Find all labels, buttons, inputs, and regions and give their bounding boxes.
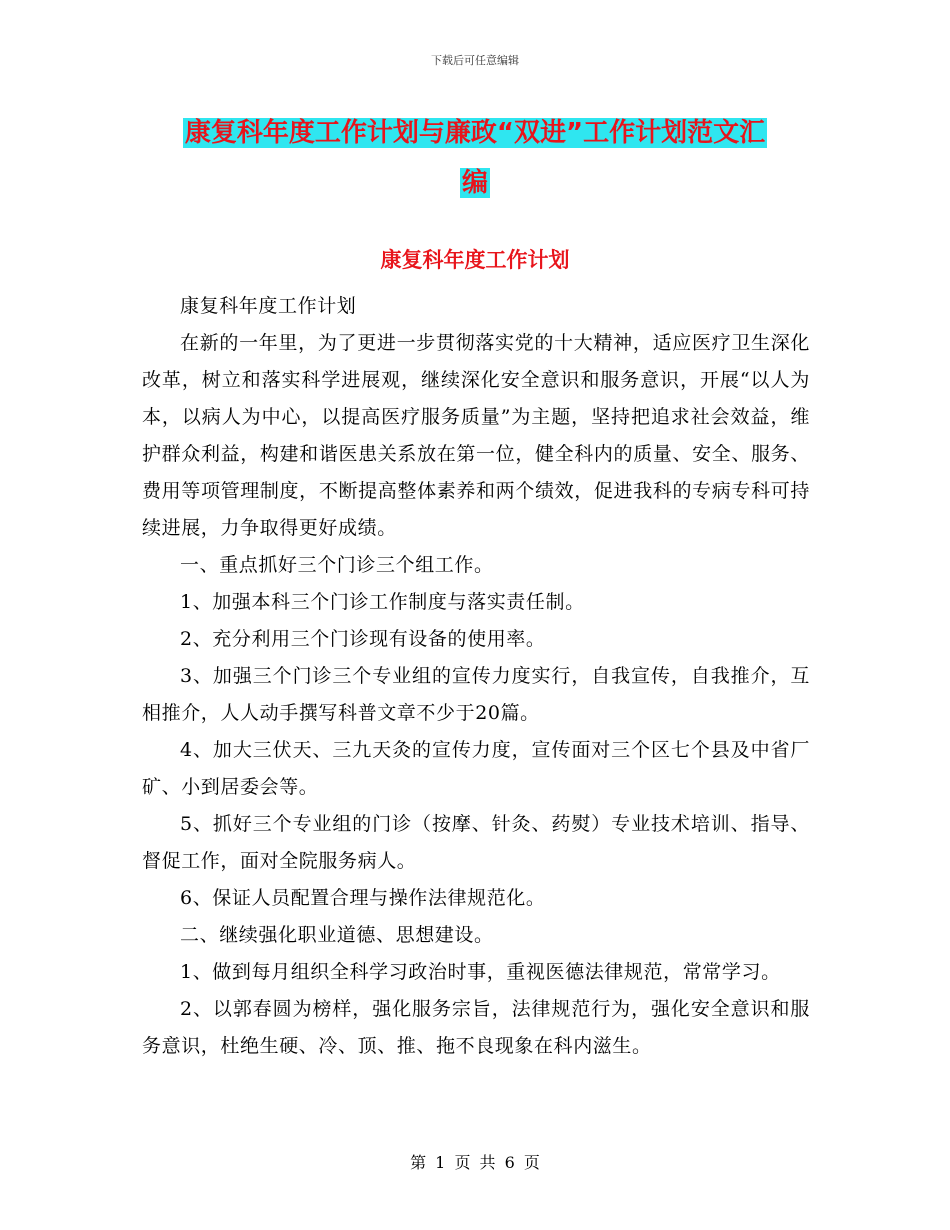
paragraph: 1、加强本科三个门诊工作制度与落实责任制。	[180, 591, 585, 613]
paragraph: 4、加大三伏天、三九天灸的宣传力度，宣传面对三个区七个县及中省厂矿、小到居委会等。	[142, 739, 810, 798]
paragraph: 3、加强三个门诊三个专业组的宣传力度实行，自我宣传，自我推介，互相推介，人人动手撰写科普文章不少于20篇。	[142, 665, 810, 724]
paragraph: 在新的一年里，为了更进一步贯彻落实党的十大精神，适应医疗卫生深化改革，树立和落实科学进展观，继续深化安全意识和服务意识，开展“以人为本，以病人为中心，以提高医疗服务质量”为主题，坚持把追求社会效益，维护群众利益，构建和谐医患关系放在第一位，健全科内的质量、安全、服务、费用等项管理制度，不断提高整体素养和两个绩效，促进我科的专病专科可持续进展，力争取得更好成绩。	[142, 332, 810, 539]
paragraph: 康复科年度工作计划	[180, 295, 357, 317]
paragraph: 6、保证人员配置合理与操作法律规范化。	[180, 887, 546, 909]
paragraph: 1、做到每月组织全科学习政治时事，重视医德法律规范，常常学习。	[180, 961, 781, 983]
paragraph: 2、以郭春圆为榜样，强化服务宗旨，法律规范行为，强化安全意识和服务意识，杜绝生硬、冷、顶、推、拖不良现象在科内滋生。	[142, 998, 810, 1057]
paragraph: 2、充分利用三个门诊现有设备的使用率。	[180, 628, 546, 650]
document-title-line-1: 康复科年度工作计划与廉政“双进”工作计划范文汇	[184, 118, 766, 148]
document-title-line-2: 编	[461, 168, 488, 198]
document-body	[142, 288, 810, 1065]
paragraph: 二、继续强化职业道德、思想建设。	[180, 924, 494, 946]
page-header-note: 下载后可任意编辑	[431, 54, 519, 67]
paragraph: 5、抓好三个专业组的门诊（按摩、针灸、药熨）专业技术培训、指导、督促工作，面对全院服务病人。	[142, 813, 810, 872]
page-number-footer: 第 1 页 共 6 页	[410, 1153, 540, 1172]
document-title	[0, 108, 950, 208]
section-title: 康复科年度工作计划	[380, 248, 570, 272]
paragraph: 一、重点抓好三个门诊三个组工作。	[180, 554, 494, 576]
